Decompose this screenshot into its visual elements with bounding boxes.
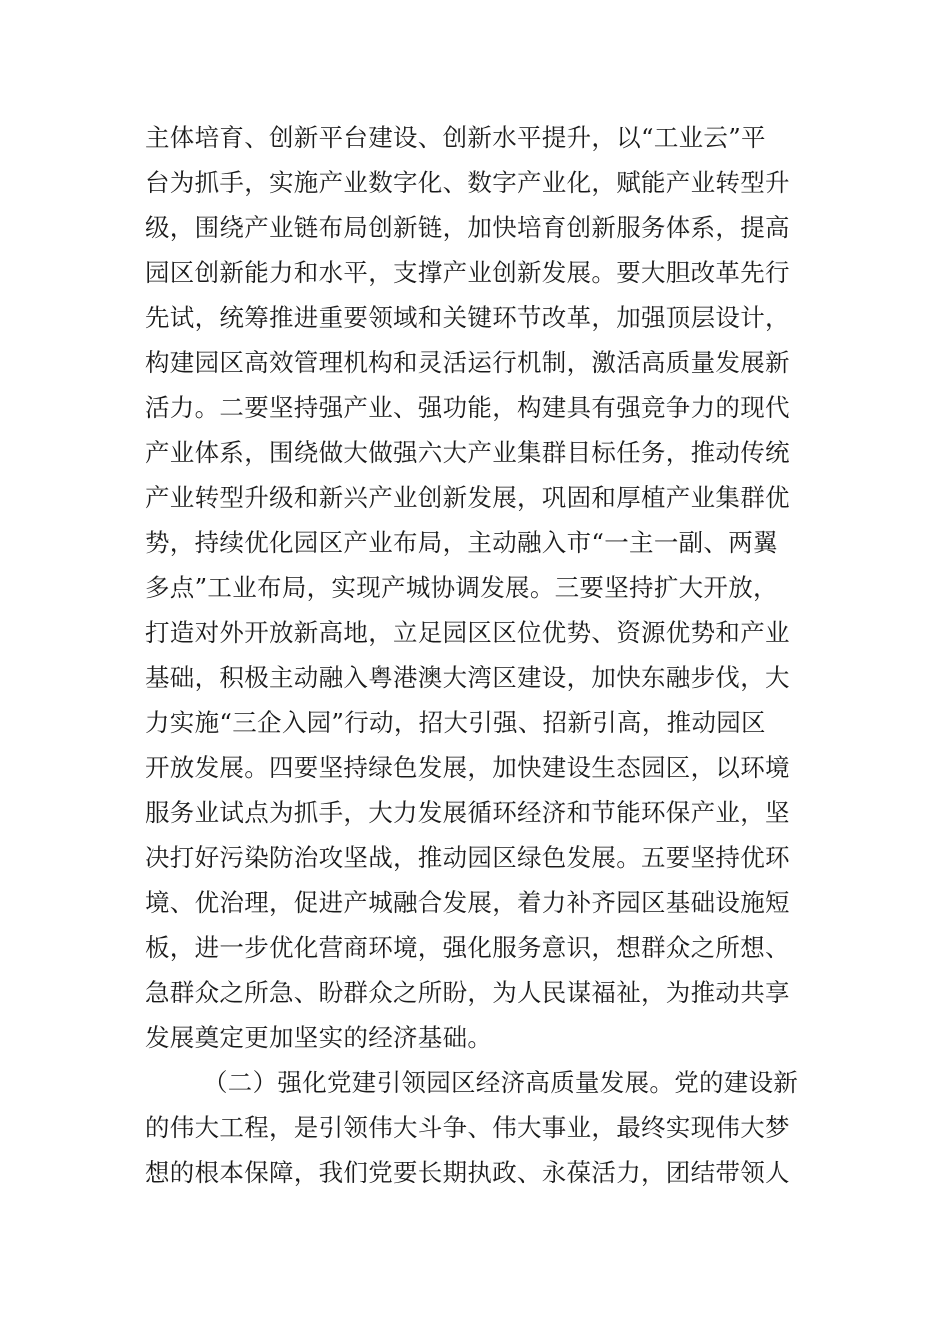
text-line: 基础，积极主动融入粤港澳大湾区建设，加快东融步伐，大 [145,663,790,692]
text-line: 打造对外开放新高地，立足园区区位优势、资源优势和产业 [145,618,790,647]
body-text [145,115,810,1195]
text-line: 多点”工业布局，实现产城协调发展。三要坚持扩大开放， [145,573,778,602]
text-line: 主体培育、创新平台建设、创新水平提升，以“工业云”平 [145,123,766,152]
text-line: 决打好污染防治攻坚战，推动园区绿色发展。五要坚持优环 [145,843,790,872]
text-line: 急群众之所急、盼群众之所盼，为人民谋福祉，为推动共享 [145,978,790,1007]
text-line: 势，持续优化园区产业布局，主动融入市“一主一副、两翼 [145,528,778,557]
text-line: 板，进一步优化营商环境，强化服务意识，想群众之所想、 [145,933,790,962]
text-line: 力实施“三企入园”行动，招大引强、招新引高，推动园区 [145,708,766,737]
section-heading-line: （二）强化党建引领园区经济高质量发展。党的建设新 [203,1068,799,1097]
text-line: 想的根本保障，我们党要长期执政、永葆活力，团结带领人 [145,1158,790,1187]
text-line: 服务业试点为抓手，大力发展循环经济和节能环保产业，坚 [145,798,790,827]
text-line: 产业转型升级和新兴产业创新发展，巩固和厚植产业集群优 [145,483,790,512]
text-line: 发展奠定更加坚实的经济基础。 [145,1023,493,1052]
text-line: 园区创新能力和水平，支撑产业创新发展。要大胆改革先行 [145,258,790,287]
text-line: 构建园区高效管理机构和灵活运行机制，激活高质量发展新 [145,348,790,377]
text-line: 台为抓手，实施产业数字化、数字产业化，赋能产业转型升 [145,168,790,197]
text-line: 级，围绕产业链布局创新链，加快培育创新服务体系，提高 [145,213,790,242]
text-line: 境、优治理，促进产城融合发展，着力补齐园区基础设施短 [145,888,790,917]
text-line: 先试，统筹推进重要领域和关键环节改革，加强顶层设计， [145,303,790,332]
text-line: 活力。二要坚持强产业、强功能，构建具有强竞争力的现代 [145,393,790,422]
text-line: 开放发展。四要坚持绿色发展，加快建设生态园区，以环境 [145,753,790,782]
text-line: 的伟大工程，是引领伟大斗争、伟大事业，最终实现伟大梦 [145,1113,790,1142]
text-line: 产业体系，围绕做大做强六大产业集群目标任务，推动传统 [145,438,790,467]
